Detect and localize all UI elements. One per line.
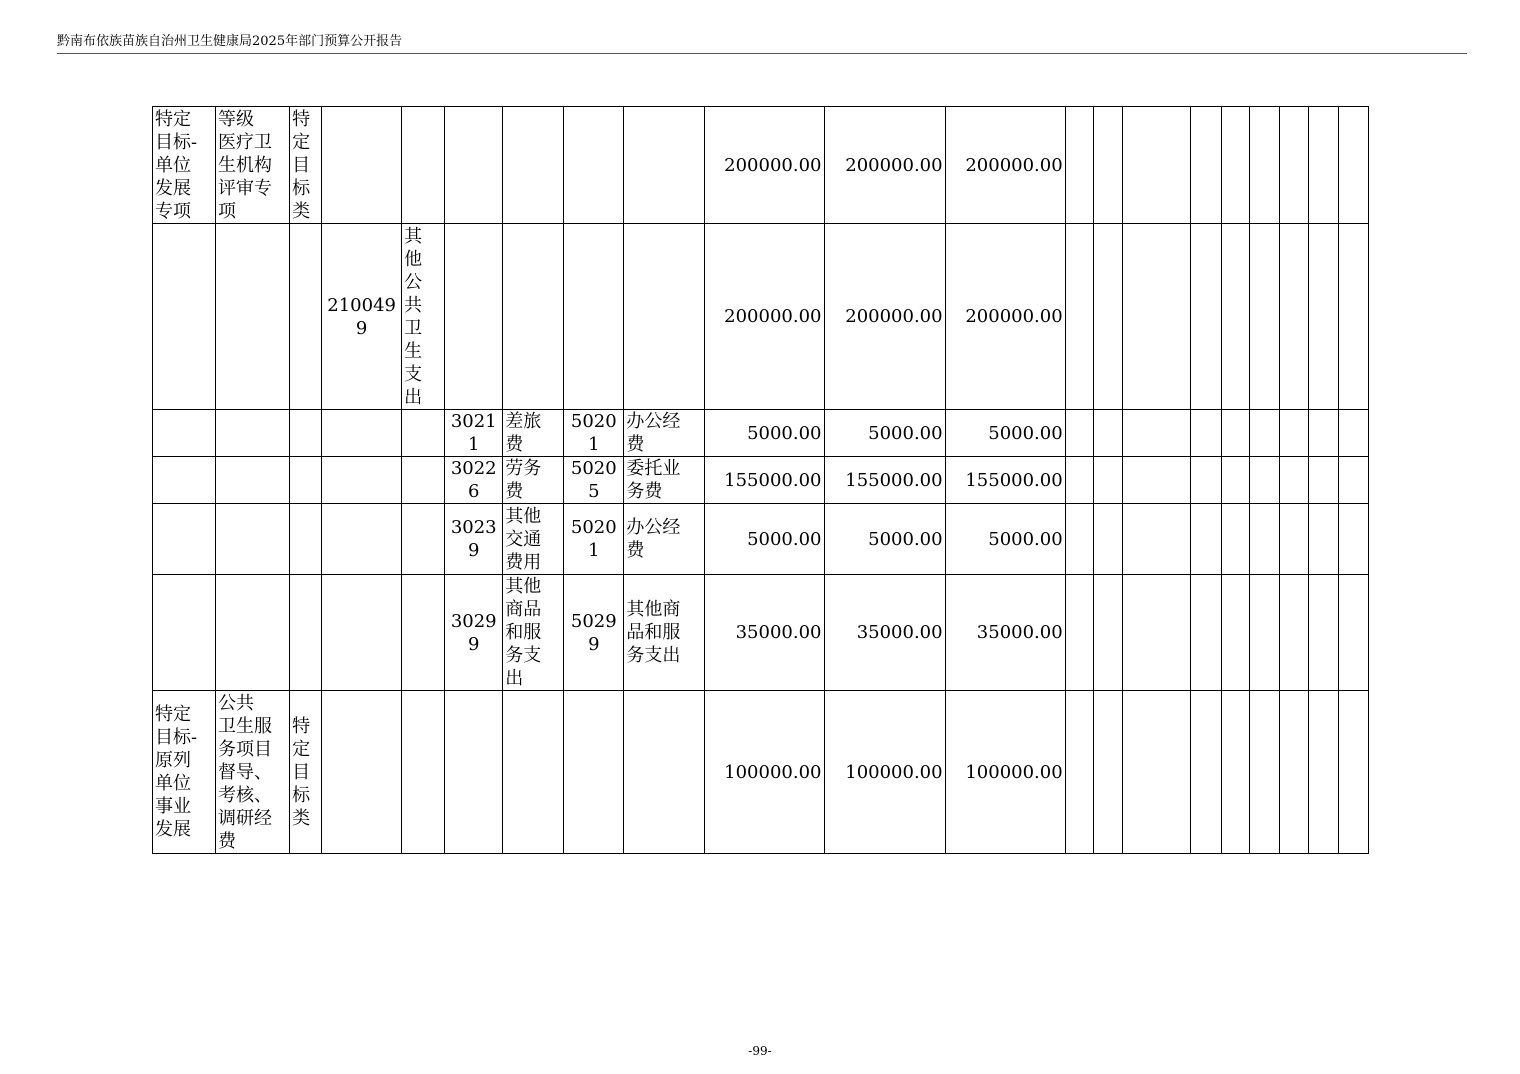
empty-cell [1122,457,1190,504]
category-cell [290,224,322,410]
budget-table [152,106,1369,854]
empty-cell [1221,504,1249,575]
empty-cell [1190,504,1221,575]
table-row [153,504,1369,575]
function-code-cell [322,107,402,224]
gov-econ-code-cell [564,691,624,854]
amount-fiscal-cell: 35000.00 [945,575,1065,691]
function-name-cell: 其 他 公 共 卫 生 支 出 [402,224,445,410]
project-type-cell [153,504,216,575]
empty-cell [1249,504,1279,575]
function-name-cell [402,107,445,224]
project-name-cell [216,575,290,691]
empty-cell [1279,410,1308,457]
empty-cell [1308,691,1338,854]
header-divider [57,53,1467,54]
gov-econ-name-cell: 委托业 务费 [624,457,705,504]
economic-code-cell: 30239 [445,504,503,575]
empty-cell [1338,504,1368,575]
economic-name-cell: 其他 商品 和服 务支 出 [503,575,564,691]
function-name-cell [402,504,445,575]
empty-cell [1065,575,1093,691]
empty-cell [1093,691,1122,854]
empty-cell [1279,691,1308,854]
empty-cell [1190,107,1221,224]
economic-name-cell: 差旅 费 [503,410,564,457]
empty-cell [1249,457,1279,504]
empty-cell [1249,691,1279,854]
category-cell [290,457,322,504]
function-code-cell: 2100499 [322,224,402,410]
amount-fiscal-cell: 200000.00 [945,224,1065,410]
page-number: -99- [748,1044,772,1058]
economic-code-cell [445,107,503,224]
empty-cell [1093,504,1122,575]
empty-cell [1065,410,1093,457]
amount-fiscal-cell: 5000.00 [945,504,1065,575]
function-name-cell [402,410,445,457]
empty-cell [1338,575,1368,691]
empty-cell [1308,504,1338,575]
table-row [153,691,1369,854]
empty-cell [1279,504,1308,575]
report-title: 黔南布依族苗族自治州卫生健康局2025年部门预算公开报告 [57,34,403,49]
gov-econ-name-cell: 办公经 费 [624,504,705,575]
economic-name-cell [503,224,564,410]
function-code-cell [322,504,402,575]
economic-code-cell: 30211 [445,410,503,457]
project-name-cell: 等级 医疗卫 生机构 评审专 项 [216,107,290,224]
amount-total-cell: 200000.00 [705,224,824,410]
empty-cell [1093,575,1122,691]
category-cell [290,504,322,575]
amount-fiscal-cell: 5000.00 [945,410,1065,457]
project-name-cell [216,224,290,410]
empty-cell [1065,504,1093,575]
economic-name-cell [503,691,564,854]
project-name-cell [216,504,290,575]
amount-total-cell: 100000.00 [705,691,824,854]
table-row [153,224,1369,410]
economic-name-cell: 劳务 费 [503,457,564,504]
empty-cell [1221,691,1249,854]
empty-cell [1190,410,1221,457]
project-name-cell: 公共 卫生服 务项目 督导、 考核、 调研经 费 [216,691,290,854]
amount-general-cell: 5000.00 [824,504,945,575]
amount-general-cell: 200000.00 [824,224,945,410]
project-type-cell: 特定 目标- 单位 发展 专项 [153,107,216,224]
amount-total-cell: 35000.00 [705,575,824,691]
project-type-cell [153,575,216,691]
empty-cell [1308,575,1338,691]
gov-econ-code-cell: 50299 [564,575,624,691]
category-cell: 特 定 目 标 类 [290,691,322,854]
empty-cell [1065,224,1093,410]
empty-cell [1338,457,1368,504]
project-type-cell: 特定 目标- 原列 单位 事业 发展 [153,691,216,854]
empty-cell [1065,457,1093,504]
empty-cell [1279,575,1308,691]
empty-cell [1122,575,1190,691]
empty-cell [1279,457,1308,504]
function-code-cell [322,691,402,854]
table-row [153,107,1369,224]
gov-econ-name-cell [624,107,705,224]
empty-cell [1221,457,1249,504]
function-name-cell [402,575,445,691]
table-row [153,457,1369,504]
economic-code-cell [445,224,503,410]
empty-cell [1249,107,1279,224]
economic-code-cell: 30226 [445,457,503,504]
gov-econ-code-cell: 50205 [564,457,624,504]
economic-name-cell: 其他 交通 费用 [503,504,564,575]
empty-cell [1065,107,1093,224]
amount-general-cell: 200000.00 [824,107,945,224]
empty-cell [1308,224,1338,410]
category-cell: 特 定 目 标 类 [290,107,322,224]
empty-cell [1221,224,1249,410]
gov-econ-name-cell [624,691,705,854]
empty-cell [1338,691,1368,854]
amount-general-cell: 100000.00 [824,691,945,854]
gov-econ-code-cell: 50201 [564,410,624,457]
project-type-cell [153,224,216,410]
function-code-cell [322,410,402,457]
gov-econ-name-cell: 其他商 品和服 务支出 [624,575,705,691]
amount-general-cell: 35000.00 [824,575,945,691]
gov-econ-code-cell [564,107,624,224]
category-cell [290,410,322,457]
gov-econ-code-cell: 50201 [564,504,624,575]
amount-general-cell: 5000.00 [824,410,945,457]
empty-cell [1093,107,1122,224]
empty-cell [1308,457,1338,504]
empty-cell [1338,224,1368,410]
economic-code-cell: 30299 [445,575,503,691]
empty-cell [1065,691,1093,854]
gov-econ-name-cell: 办公经 费 [624,410,705,457]
amount-general-cell: 155000.00 [824,457,945,504]
empty-cell [1338,410,1368,457]
empty-cell [1122,224,1190,410]
empty-cell [1190,457,1221,504]
empty-cell [1308,410,1338,457]
function-code-cell [322,575,402,691]
function-name-cell [402,457,445,504]
function-code-cell [322,457,402,504]
empty-cell [1093,224,1122,410]
amount-total-cell: 155000.00 [705,457,824,504]
budget-table-body [153,107,1369,854]
amount-total-cell: 200000.00 [705,107,824,224]
empty-cell [1249,410,1279,457]
empty-cell [1338,107,1368,224]
gov-econ-code-cell [564,224,624,410]
empty-cell [1190,224,1221,410]
category-cell [290,575,322,691]
empty-cell [1221,575,1249,691]
empty-cell [1249,224,1279,410]
empty-cell [1190,691,1221,854]
empty-cell [1249,575,1279,691]
empty-cell [1190,575,1221,691]
table-row [153,575,1369,691]
empty-cell [1221,107,1249,224]
economic-name-cell [503,107,564,224]
empty-cell [1093,410,1122,457]
empty-cell [1122,691,1190,854]
amount-total-cell: 5000.00 [705,410,824,457]
empty-cell [1279,107,1308,224]
economic-code-cell [445,691,503,854]
table-row [153,410,1369,457]
empty-cell [1122,504,1190,575]
empty-cell [1221,410,1249,457]
amount-fiscal-cell: 100000.00 [945,691,1065,854]
function-name-cell [402,691,445,854]
project-name-cell [216,457,290,504]
project-type-cell [153,457,216,504]
amount-total-cell: 5000.00 [705,504,824,575]
project-type-cell [153,410,216,457]
empty-cell [1308,107,1338,224]
empty-cell [1279,224,1308,410]
empty-cell [1093,457,1122,504]
gov-econ-name-cell [624,224,705,410]
empty-cell [1122,410,1190,457]
amount-fiscal-cell: 155000.00 [945,457,1065,504]
empty-cell [1122,107,1190,224]
amount-fiscal-cell: 200000.00 [945,107,1065,224]
project-name-cell [216,410,290,457]
